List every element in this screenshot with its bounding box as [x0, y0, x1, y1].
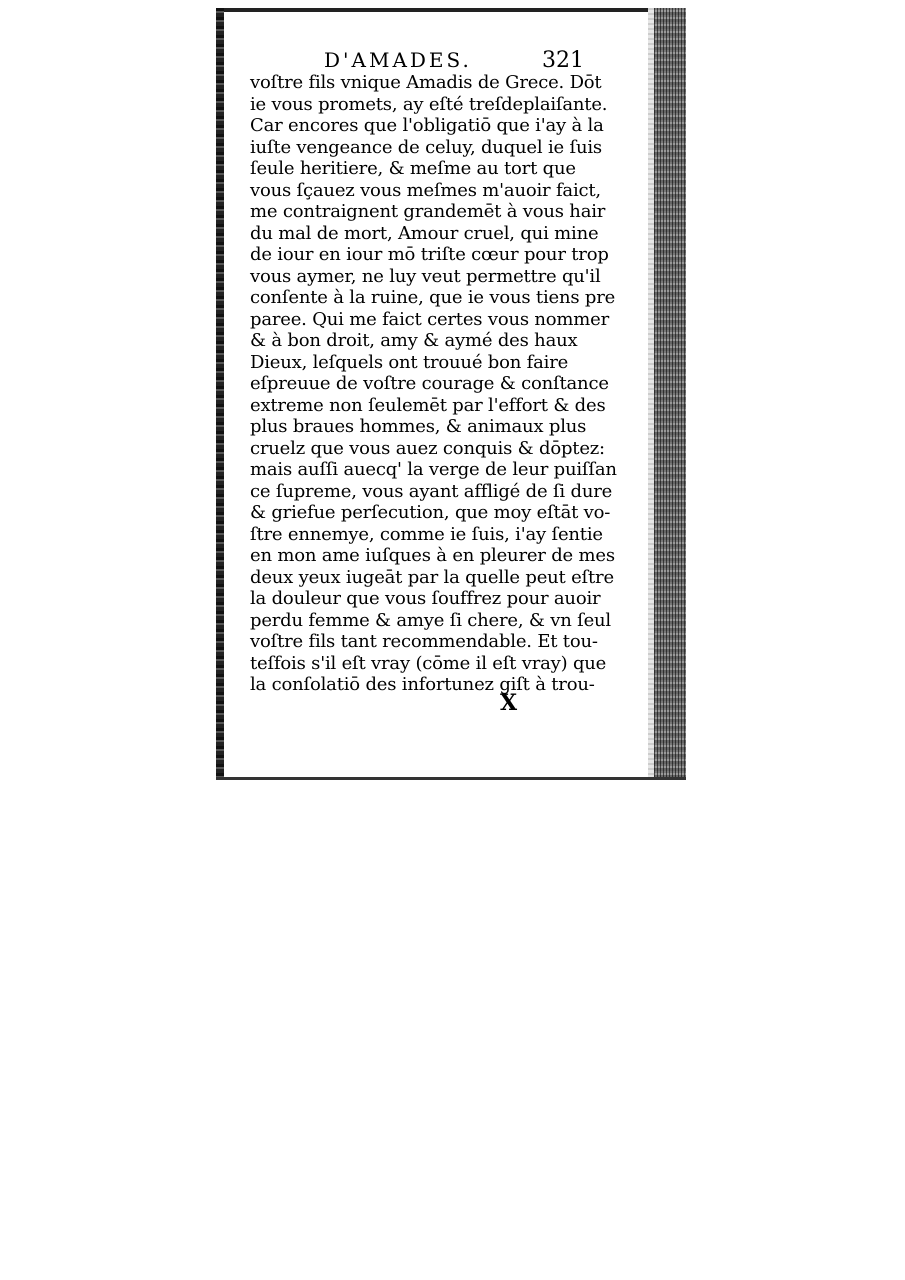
- text-line: me contraignent grandemēt à vous hair: [250, 201, 606, 222]
- text-line: & griefue perſecution, que moy eſtāt vo-: [250, 502, 611, 523]
- text-line: la douleur que vous ſouffrez pour auoir: [250, 588, 601, 609]
- text-line: la conſolatiō des infortunez giſt à trou-: [250, 674, 595, 695]
- text-line: iuſte vengeance de celuy, duquel ie ſuis: [250, 136, 602, 158]
- text-line: cruelz que vous auez conquis & dōptez:: [250, 437, 605, 459]
- text-line: ie vous promets, ay eſté treſdeplaiſante.: [250, 93, 608, 115]
- page-left-edge: [216, 8, 224, 780]
- page-top-edge: [216, 8, 686, 12]
- text-line: perdu femme & amye ſi chere, & vn ſeul: [250, 609, 611, 631]
- running-head: D'AMADES.: [324, 48, 472, 72]
- book-fore-edge: [654, 8, 686, 780]
- text-line: deux yeux iugeāt par la quelle peut eſtre: [250, 566, 614, 588]
- text-line: Car encores que l'obligatiō que i'ay à la: [250, 115, 604, 136]
- text-line: vous aymer, ne luy veut permettre qu'il: [250, 265, 601, 287]
- body-text: [250, 72, 620, 696]
- text-line: Dieux, leſquels ont trouué bon faire: [250, 351, 569, 373]
- text-line: ſtre ennemye, comme ie ſuis, i'ay ſentie: [250, 523, 603, 545]
- page-number: 321: [542, 48, 584, 73]
- text-line: mais auſſi auecq' la verge de leur puiſſan: [250, 459, 617, 480]
- text-line: eſpreuue de voſtre courage & conſtance: [250, 373, 609, 394]
- text-line: conſente à la ruine, que ie vous tiens pre: [250, 287, 616, 308]
- text-line: voſtre fils tant recommendable. Et tou-: [250, 631, 598, 652]
- text-line: ce ſupreme, vous ayant affligé de ſi dure: [250, 480, 613, 502]
- text-line: & à bon droit, amy & aymé des haux: [250, 330, 578, 351]
- signature-mark: X: [500, 690, 518, 716]
- text-line: voſtre fils vnique Amadis de Grece. Dōt: [250, 72, 602, 93]
- text-line: paree. Qui me faict certes vous nommer: [250, 308, 610, 330]
- scanned-page: [216, 8, 686, 780]
- page-bottom-edge: [216, 777, 686, 780]
- text-line: teſfois s'il eſt vray (cōme il eſt vray) que: [250, 652, 607, 674]
- text-line: plus braues hommes, & animaux plus: [250, 416, 587, 437]
- text-line: extreme non ſeulemēt par l'effort & des: [250, 394, 606, 416]
- text-line: du mal de mort, Amour cruel, qui mine: [250, 222, 599, 244]
- text-line: de iour en iour mō triſte cœur pour trop: [250, 244, 609, 265]
- text-line: ſeule heritiere, & meſme au tort que: [250, 158, 576, 179]
- page-header: [324, 48, 584, 72]
- text-line: en mon ame iuſques à en pleurer de mes: [250, 545, 615, 566]
- text-line: vous ſçauez vous meſmes m'auoir faict,: [250, 179, 601, 201]
